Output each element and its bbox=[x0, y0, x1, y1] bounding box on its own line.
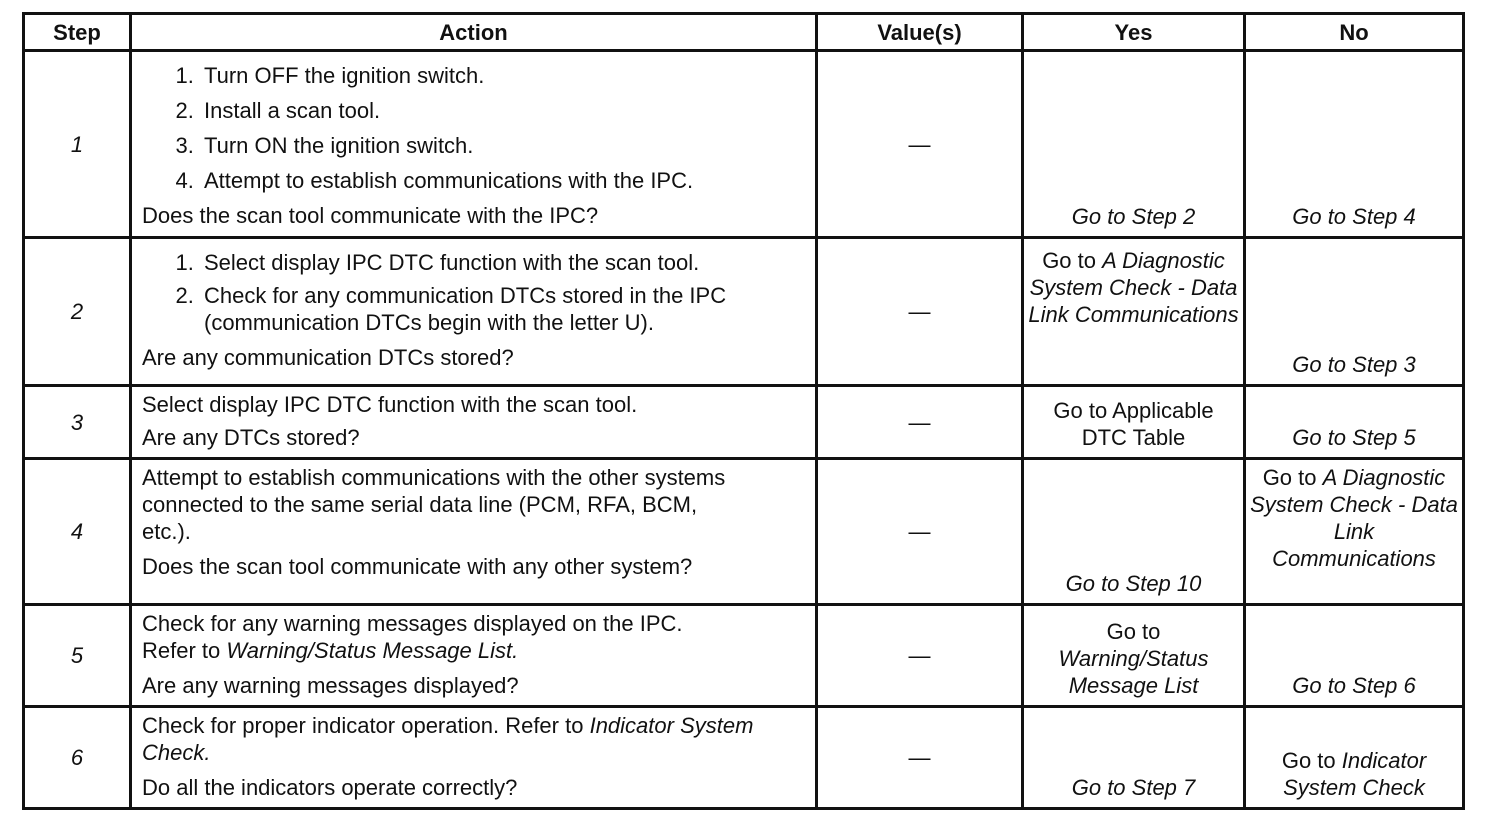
action-refer-prefix: Refer to bbox=[142, 638, 221, 663]
yes-cell: Go to Step 10 bbox=[1023, 459, 1245, 605]
action-cell bbox=[131, 605, 817, 707]
no-cell bbox=[1245, 459, 1464, 605]
action-refer-link: Warning/Status Message List. bbox=[226, 638, 519, 663]
action-refer bbox=[142, 637, 805, 664]
action-list bbox=[142, 249, 805, 336]
action-question: Does the scan tool communicate with the IPC? bbox=[142, 203, 599, 228]
table-row-step-6 bbox=[24, 707, 1464, 809]
step-number: 6 bbox=[24, 707, 131, 809]
diagnostic-table bbox=[22, 12, 1465, 810]
no-cell: Go to Step 3 bbox=[1245, 238, 1464, 386]
step-number: 2 bbox=[24, 238, 131, 386]
value-cell bbox=[817, 707, 1023, 809]
header-step: Step bbox=[24, 14, 131, 51]
action-item: 3. Turn ON the ignition switch. bbox=[200, 132, 805, 159]
value-cell bbox=[817, 605, 1023, 707]
value-dash: — bbox=[908, 131, 931, 157]
action-question: Are any DTCs stored? bbox=[142, 425, 360, 450]
table-row-step-5 bbox=[24, 605, 1464, 707]
no-cell: Go to Step 4 bbox=[1245, 51, 1464, 238]
table-row-step-4 bbox=[24, 459, 1464, 605]
action-text: Attempt to establish communications with the other systems connected to the same serial data line (PCM, RFA, BCM, etc.). bbox=[142, 465, 726, 544]
action-item: 2. Install a scan tool. bbox=[200, 97, 805, 124]
action-list bbox=[142, 62, 805, 194]
yes-prefix: Go to bbox=[1106, 619, 1161, 644]
action-question: Are any warning messages displayed? bbox=[142, 673, 519, 698]
no-cell: Go to Step 5 bbox=[1245, 386, 1464, 459]
yes-cell: Go to Applicable DTC Table bbox=[1023, 386, 1245, 459]
yes-cell: Go to Step 2 bbox=[1023, 51, 1245, 238]
action-text-prefix: Check for proper indicator operation. Refer to bbox=[142, 713, 584, 738]
value-dash: — bbox=[908, 745, 931, 770]
action-cell bbox=[131, 238, 817, 386]
table-row-step-2 bbox=[24, 238, 1464, 386]
value-dash: — bbox=[908, 299, 931, 324]
header-no: No bbox=[1245, 14, 1464, 51]
value-cell bbox=[817, 459, 1023, 605]
header-row bbox=[24, 14, 1464, 51]
action-question: Does the scan tool communicate with any other system? bbox=[142, 554, 693, 579]
action-cell bbox=[131, 386, 817, 459]
yes-reference: A Diagnostic System Check - Data Link Communications bbox=[1028, 248, 1239, 327]
no-cell: Go to Step 6 bbox=[1245, 605, 1464, 707]
table-row-step-3 bbox=[24, 386, 1464, 459]
action-text: Check for any warning messages displayed on the IPC. bbox=[142, 611, 683, 636]
step-number: 4 bbox=[24, 459, 131, 605]
value-cell bbox=[817, 238, 1023, 386]
value-dash: — bbox=[908, 643, 931, 668]
no-cell bbox=[1245, 707, 1464, 809]
step-number: 3 bbox=[24, 386, 131, 459]
no-reference: Indicator System Check bbox=[1283, 748, 1427, 800]
action-item: 1. Turn OFF the ignition switch. bbox=[200, 62, 805, 89]
no-reference: A Diagnostic System Check - Data Link Communications bbox=[1250, 465, 1458, 571]
action-question: Are any communication DTCs stored? bbox=[142, 345, 514, 370]
action-item: 1. Select display IPC DTC function with the scan tool. bbox=[200, 249, 805, 276]
value-dash: — bbox=[908, 519, 931, 544]
yes-cell bbox=[1023, 238, 1245, 386]
value-dash: — bbox=[908, 409, 931, 435]
yes-reference: Warning/Status Message List bbox=[1058, 646, 1209, 698]
no-prefix: Go to bbox=[1262, 465, 1317, 490]
action-cell bbox=[131, 51, 817, 238]
action-refer-link: Indicator System Check. bbox=[142, 713, 754, 765]
action-cell bbox=[131, 707, 817, 809]
action-text bbox=[142, 712, 805, 766]
action-item: 4. Attempt to establish communications with the IPC. bbox=[200, 167, 805, 194]
yes-cell: Go to Step 7 bbox=[1023, 707, 1245, 809]
action-question: Do all the indicators operate correctly? bbox=[142, 775, 518, 800]
yes-cell bbox=[1023, 605, 1245, 707]
header-values: Value(s) bbox=[817, 14, 1023, 51]
table-row-step-1 bbox=[24, 51, 1464, 238]
step-number: 1 bbox=[24, 51, 131, 238]
step-number: 5 bbox=[24, 605, 131, 707]
value-cell bbox=[817, 51, 1023, 238]
value-cell bbox=[817, 386, 1023, 459]
header-yes: Yes bbox=[1023, 14, 1245, 51]
no-prefix: Go to bbox=[1281, 748, 1336, 773]
header-action: Action bbox=[131, 14, 817, 51]
action-item: 2. Check for any communication DTCs stored in the IPC (communication DTCs begin with the letter U). bbox=[200, 282, 805, 336]
action-cell bbox=[131, 459, 817, 605]
action-text: Select display IPC DTC function with the scan tool. bbox=[142, 392, 638, 417]
yes-prefix: Go to bbox=[1042, 248, 1096, 273]
